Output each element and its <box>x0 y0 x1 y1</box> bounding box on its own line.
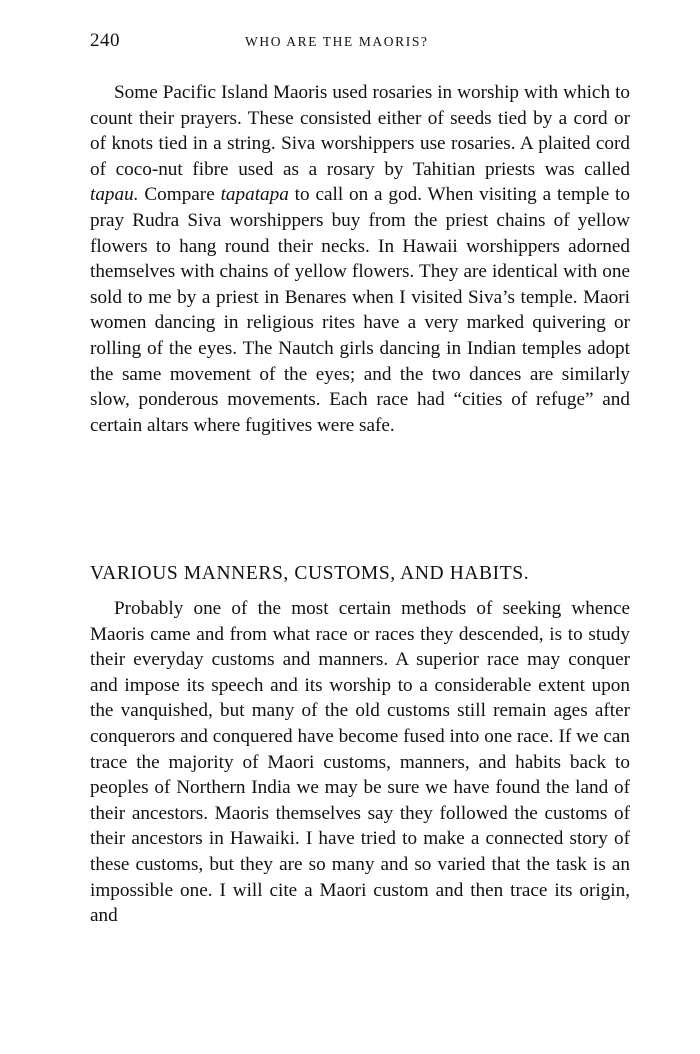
italic-term-tapau: tapau. <box>90 184 139 206</box>
paragraph-customs: Probably one of the most certain methods of seeking whence Maoris came and from what race or races they descended, is to study their everyday customs and manners. A superior race may conquer and impose its speech and its worship to a considerable extent upon the vanquished, but many of the old customs still remain ages after conquerors and conquered have become fused into one race. If we can trace the majority of Maori customs, manners, and habits back to peoples of Northern India we may be sure we have found the land of their ancestors. Maoris themselves say they followed the customs of their ancestors in Hawaiki. I have tried to make a connected story of these customs, but they are so many and so varied that the task is an impossible one. I will cite a Maori custom and then trace its origin, and <box>90 598 630 927</box>
paragraph-text: Some Pacific Island Maoris used rosaries in worship with which to count their prayers. These consisted either of seeds tied by a cord or of knots tied in a string. Siva worshippers use rosaries. A plaited cord of coco-nut fibre used as a rosary by Tahitian priests was called <box>90 82 630 180</box>
running-head <box>90 30 630 56</box>
running-title: WHO ARE THE MAORIS? <box>245 34 429 49</box>
paragraph-rosaries <box>90 80 630 438</box>
italic-term-tapatapa: tapatapa <box>220 184 289 206</box>
paragraph-text: Compare <box>138 184 221 206</box>
section-heading: VARIOUS MANNERS, CUSTOMS, AND HABITS. <box>90 563 530 584</box>
page-number: 240 <box>90 30 120 51</box>
paragraph-text: to call on a god. When visiting a temple to pray Rudra Siva worshippers buy from the priest chains of yellow flowers to hang round their necks. In Hawaii worshippers adorned themselves with chains of yellow flowers. They are identical with one sold to me by a priest in Benares when I visited Siva’s temple. Maori women dancing in religious rites have a very marked quivering or rolling of the eyes. The Nautch girls dancing in Indian temples adopt the same movement of the eyes; and the two dances are similarly slow, ponderous movements. Each race had “cities of refuge” and certain altars where fugitives were safe. <box>90 184 630 436</box>
